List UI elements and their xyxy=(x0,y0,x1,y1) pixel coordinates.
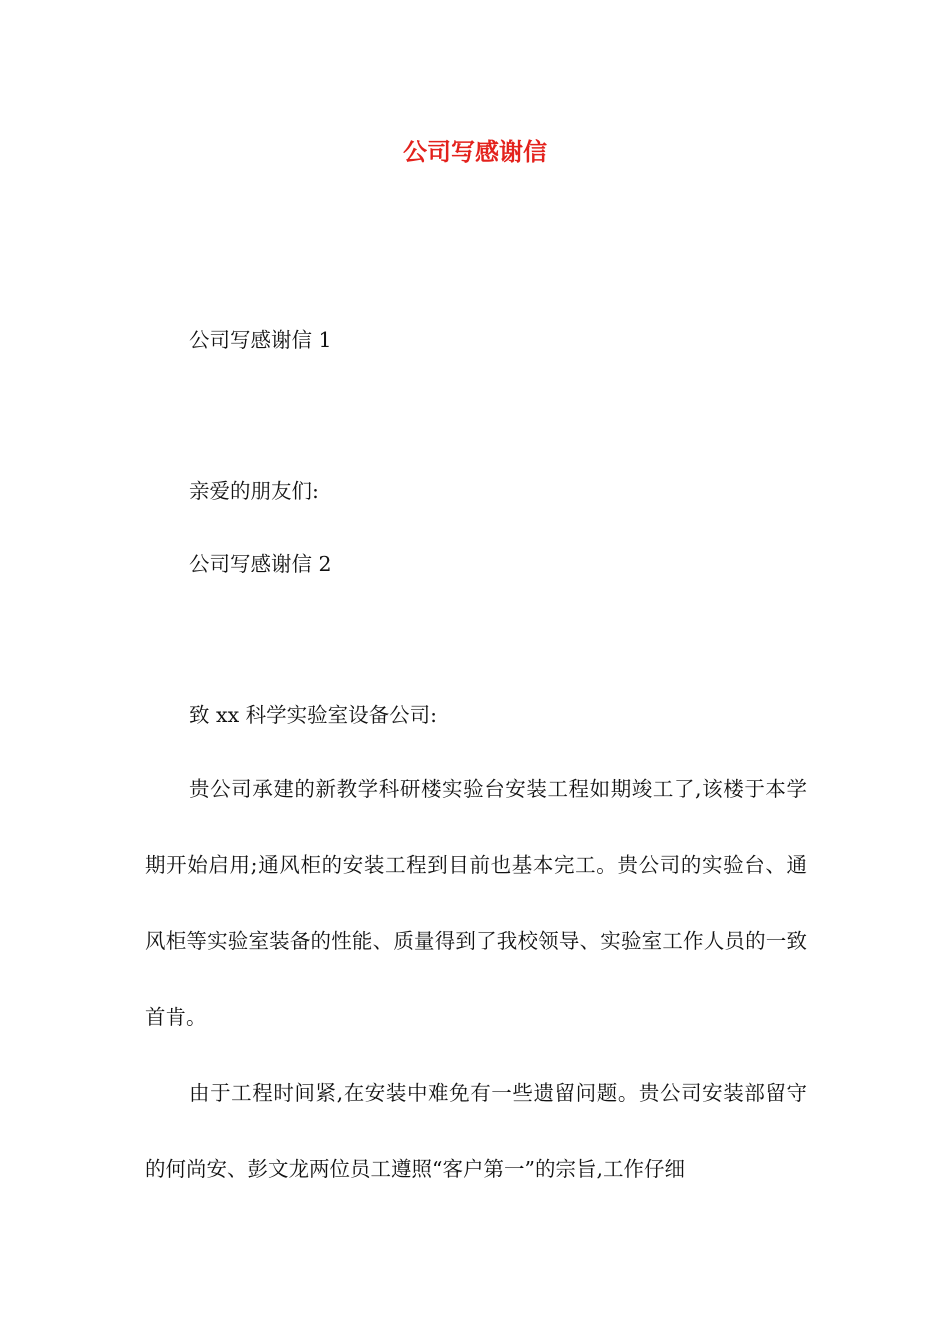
greeting-1: 亲爱的朋友们: xyxy=(189,479,319,503)
paragraph-2: 由于工程时间紧,在安装中难免有一些遗留问题。贵公司安装部留守的何尚安、彭文龙两位员工遵照“客户第一”的宗旨,工作仔细 xyxy=(145,1081,807,1181)
section-heading-2: 公司写感谢信 2 xyxy=(189,552,332,576)
section-heading-1: 公司写感谢信 1 xyxy=(189,328,332,352)
paragraph-1: 贵公司承建的新教学科研楼实验台安装工程如期竣工了,该楼于本学期开始启用;通风柜的安装工程到目前也基本完工。贵公司的实验台、通风柜等实验室装备的性能、质量得到了我校领导、实验室工作人员的一致首肯。 xyxy=(145,777,807,1029)
greeting-2: 致 xx 科学实验室设备公司: xyxy=(189,703,438,727)
document-title: 公司写感谢信 xyxy=(403,138,547,166)
